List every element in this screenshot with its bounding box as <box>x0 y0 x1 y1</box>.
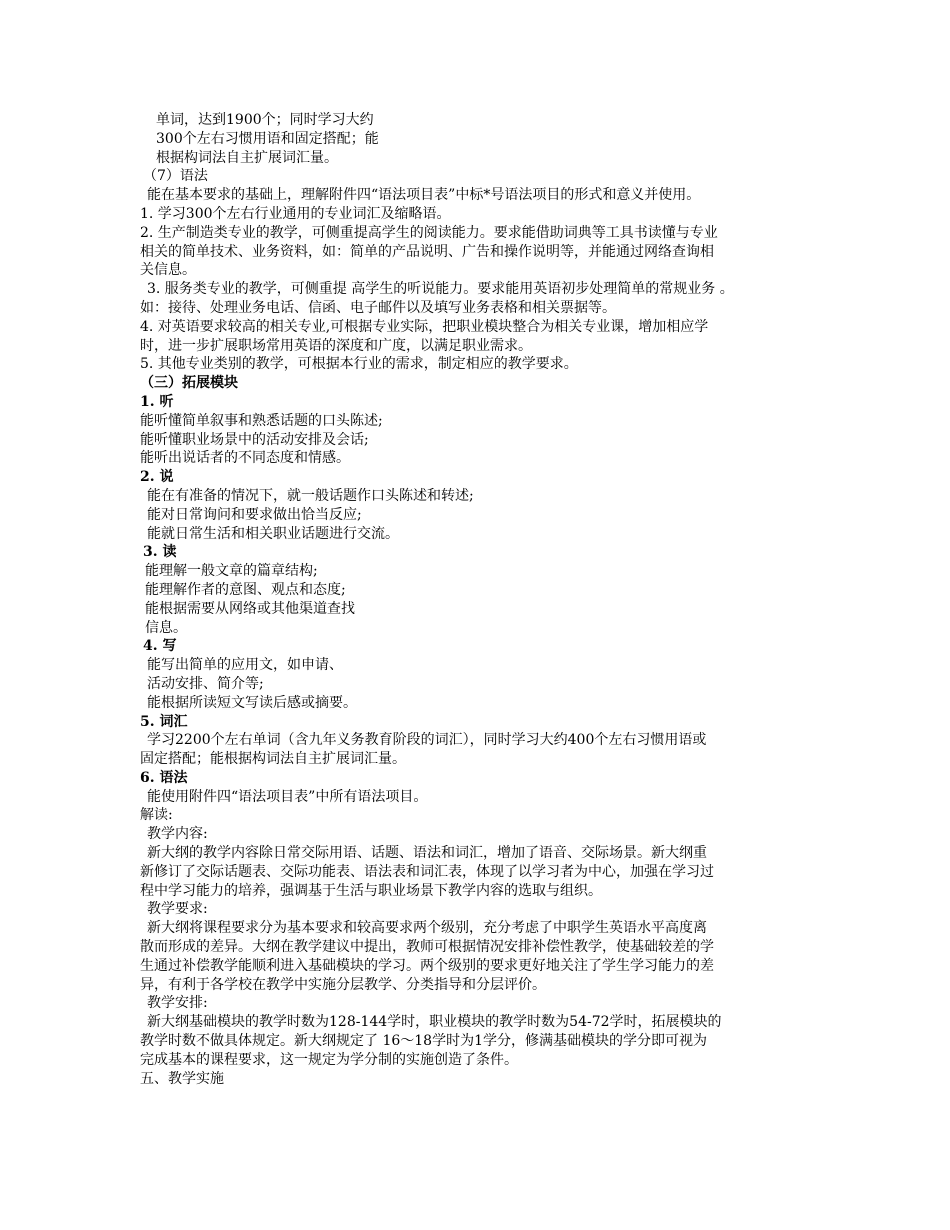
list-item: 4. 对英语要求较高的相关专业,可根据专业实际，把职业模块整合为相关专业课，增加相应学 <box>140 318 709 335</box>
text-line: 解读: <box>140 807 173 824</box>
text-line: 新修订了交际话题表、交际功能表、语法表和词汇表，体现了以学习者为中心，加强在学习过 <box>140 863 714 880</box>
text-line: 能理解作者的意图、观点和态度; <box>145 581 346 598</box>
text-line: 能根据所读短文写读后感或摘要。 <box>147 694 357 711</box>
list-item: 2. 生产制造类专业的教学，可侧重提高学生的阅读能力。要求能借助词典等工具书读懂与专业 <box>140 224 718 241</box>
text-line: 活动安排、简介等; <box>147 675 264 692</box>
section-heading: （7）语法 <box>143 168 208 185</box>
subsection-heading: 1. 听 <box>140 393 174 410</box>
text-line: 新大纲将课程要求分为基本要求和较高要求两个级别，充分考虑了中职学生英语水平高度离 <box>147 920 707 937</box>
text-line: 能听懂简单叙事和熟悉话题的口头陈述; <box>140 412 383 429</box>
text-line: 散而形成的差异。大纲在教学建议中提出，教师可根据情况安排补偿性教学，使基础较差的学 <box>140 939 714 956</box>
text-line: 生通过补偿教学能顺利进入基础模块的学习。两个级别的要求更好地关注了学生学习能力的差 <box>140 957 714 974</box>
subsection-heading: 3. 读 <box>143 544 177 561</box>
text-line: 能听懂职业场景中的活动安排及会话; <box>140 431 369 448</box>
subsection-heading: 5. 词汇 <box>140 713 188 730</box>
text-line: 能在有准备的情况下，就一般话题作口头陈述和转述; <box>147 487 474 504</box>
text-line: 教学内容: <box>147 826 208 843</box>
text-line: 新大纲基础模块的教学时数为128-144学时，职业模块的教学时数为54-72学时，拓展模块的 <box>147 1014 722 1031</box>
text-line: 学习2200个左右单词（含九年义务教育阶段的词汇），同时学习大约400个左右习惯用语或 <box>147 732 707 749</box>
text-line: 能对日常询问和要求做出恰当反应; <box>147 506 362 523</box>
subsection-heading: 6. 语法 <box>140 769 188 786</box>
text-line: 信息。 <box>145 619 187 636</box>
text-line: 关信息。 <box>140 262 196 279</box>
list-item: 5. 其他专业类别的教学，可根据本行业的需求，制定相应的教学要求。 <box>140 356 578 373</box>
text-line: 能根据需要从网络或其他渠道查找 <box>145 600 355 617</box>
text-line: 异，有利于各学校在教学中实施分层教学、分类指导和分层评价。 <box>140 976 546 993</box>
text-line: 能写出简单的应用文，如申请、 <box>147 657 343 674</box>
subsection-heading: 4. 写 <box>143 638 177 655</box>
text-line: 教学要求: <box>147 901 208 918</box>
text-line: 相关的简单技术、业务资料，如：简单的产品说明、广告和操作说明等，并能通过网络查询相 <box>140 243 714 260</box>
text-line: 时，进一步扩展职场常用英语的深度和广度，以满足职业需求。 <box>140 337 532 354</box>
text-line: 单词，达到1900个；同时学习大约 <box>156 112 374 128</box>
text-line: 300个左右习惯用语和固定搭配；能 <box>156 130 379 147</box>
text-line: 能就日常生活和相关职业话题进行交流。 <box>147 525 399 542</box>
text-line: 教学安排: <box>147 995 208 1012</box>
text-line: 能理解一般文章的篇章结构; <box>145 563 318 580</box>
text-line: 程中学习能力的培养，强调基于生活与职业场景下教学内容的选取与组织。 <box>140 882 602 899</box>
text-line: 固定搭配；能根据构词法自主扩展词汇量。 <box>140 751 406 768</box>
section-heading: 五、教学实施 <box>140 1070 224 1087</box>
subsection-heading: 2. 说 <box>140 469 174 486</box>
list-item: 1. 学习300个左右行业通用的专业词汇及缩略语。 <box>140 205 451 222</box>
list-item: 3. 服务类专业的教学，可侧重提 高学生的听说能力。要求能用英语初步处理简单的常规业务 。 <box>147 281 734 298</box>
text-line: 完成基本的课程要求，这一规定为学分制的实施创造了条件。 <box>140 1051 518 1068</box>
text-line: 如：接待、处理业务电话、信函、电子邮件以及填写业务表格和相关票据等。 <box>140 299 616 316</box>
section-heading: （三）拓展模块 <box>140 375 238 392</box>
text-line: 能听出说话者的不同态度和情感。 <box>140 450 350 467</box>
document-page <box>140 111 820 1088</box>
text-line: 能使用附件四“语法项目表”中所有语法项目。 <box>147 788 428 805</box>
text-line: 能在基本要求的基础上，理解附件四“语法项目表”中标*号语法项目的形式和意义并使用。 <box>147 187 701 204</box>
text-line: 新大纲的教学内容除日常交际用语、话题、语法和词汇，增加了语音、交际场景。新大纲重 <box>147 845 707 862</box>
text-line: 教学时数不做具体规定。新大纲规定了 16～18学时为1学分，修满基础模块的学分即可视为 <box>140 1033 707 1050</box>
text-line: 根据构词法自主扩展词汇量。 <box>156 149 338 166</box>
